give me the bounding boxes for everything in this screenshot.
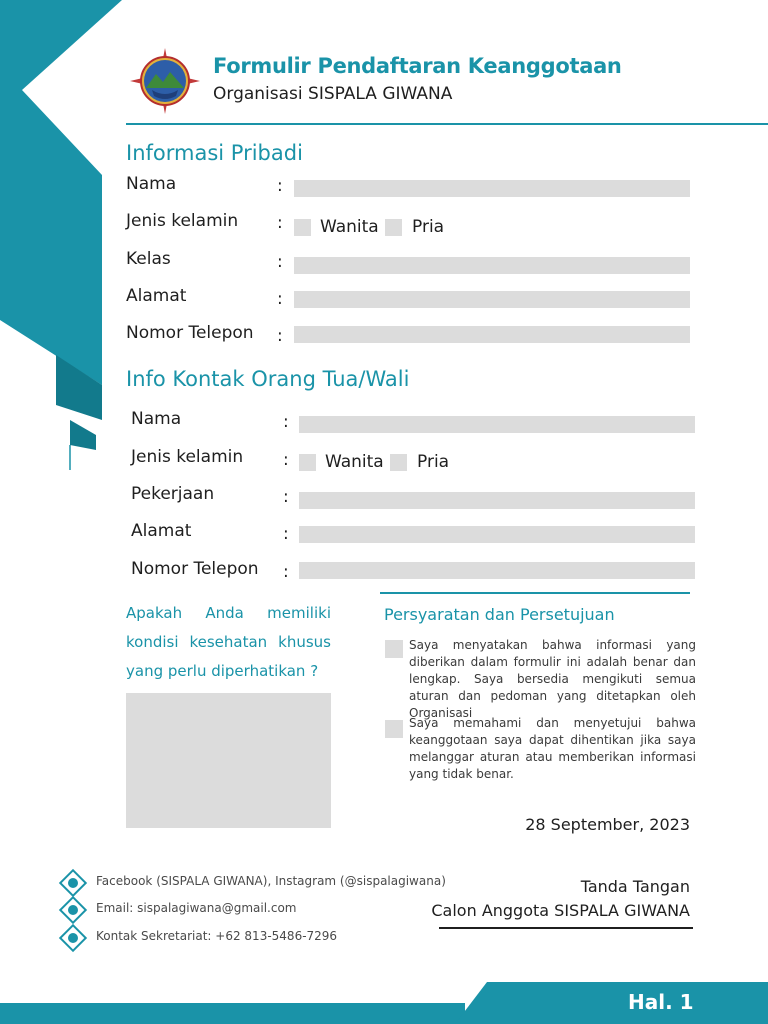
gender-wanita-label: Wanita [320,217,379,237]
label-wali-nama: Nama [131,409,182,429]
gender-wanita-checkbox[interactable] [294,219,311,236]
colon: : [283,562,289,582]
left-ribbon-decoration [0,0,130,470]
bottom-bar-left [0,1003,465,1024]
signature-line1: Tanda Tangan [580,877,690,896]
form-title: Formulir Pendaftaran Keanggotaan [213,54,622,78]
label-kelas: Kelas [126,249,171,269]
section-title-guardian: Info Kontak Orang Tua/Wali [126,367,410,391]
signature-line2: Calon Anggota SISPALA GIWANA [431,901,690,920]
terms-item-1: Saya menyatakan bahwa informasi yang diberikan dalam formulir ini adalah benar dan lengkap. Saya bersedia mengikuti semua aturan dan pedoman yang ditetapkan oleh Organisasi [409,638,696,720]
terms-title: Persyaratan dan Persetujuan [384,605,615,624]
label-alamat: Alamat [126,286,187,306]
label-telepon: Nomor Telepon [126,323,254,343]
wali-nama-input[interactable] [299,416,695,433]
email-icon[interactable] [59,896,87,924]
telepon-input[interactable] [294,326,690,343]
colon: : [277,289,283,309]
colon: : [283,524,289,544]
wali-gender-wanita-label: Wanita [325,452,384,472]
terms-checkbox-1[interactable] [385,640,403,658]
section-title-personal: Informasi Pribadi [126,141,303,165]
colon: : [283,412,289,432]
signature-line [439,927,693,929]
logo-emblem [130,48,200,114]
wali-telepon-input[interactable] [299,562,695,579]
colon: : [283,450,289,470]
facebook-icon[interactable] [59,869,87,897]
nama-input[interactable] [294,180,690,197]
wali-alamat-input[interactable] [299,526,695,543]
kelas-input[interactable] [294,257,690,274]
phone-icon[interactable] [59,924,87,952]
bottom-bar-right [455,982,768,1024]
label-wali-alamat: Alamat [131,521,192,541]
terms-item-2: Saya memahami dan menyetujui bahwa keanggotaan saya dapat dihentikan jika saya melanggar aturan atau memberikan informasi yang tidak benar. [409,716,696,781]
footer-contact: Kontak Sekretariat: +62 813-5486-7296 [96,929,338,943]
label-nama: Nama [126,174,177,194]
pekerjaan-input[interactable] [299,492,695,509]
signature-date: 28 September, 2023 [525,815,690,834]
wali-gender-pria-checkbox[interactable] [390,454,407,471]
gender-pria-checkbox[interactable] [385,219,402,236]
colon: : [283,487,289,507]
gender-pria-label: Pria [412,217,445,237]
header-divider [126,123,768,125]
terms-checkbox-2[interactable] [385,720,403,738]
label-wali-telepon: Nomor Telepon [131,559,259,579]
label-wali-jenis-kelamin: Jenis kelamin [131,447,244,467]
wali-gender-wanita-checkbox[interactable] [299,454,316,471]
form-subtitle: Organisasi SISPALA GIWANA [213,84,453,104]
health-answer-textarea[interactable] [126,693,331,828]
page-number: Hal. 1 [628,990,694,1014]
wali-gender-pria-label: Pria [417,452,450,472]
colon: : [277,252,283,272]
colon: : [277,326,283,346]
section-divider [380,592,690,594]
footer-email: Email: sispalagiwana@gmail.com [96,901,297,915]
colon: : [277,213,283,233]
label-pekerjaan: Pekerjaan [131,484,215,504]
label-jenis-kelamin: Jenis kelamin [126,211,239,231]
footer-social: Facebook (SISPALA GIWANA), Instagram (@sispalagiwana) [96,874,446,888]
alamat-input[interactable] [294,291,690,308]
colon: : [277,176,283,196]
health-question: Apakah Anda memiliki kondisi kesehatan khusus yang perlu diperhatikan ? [126,604,331,680]
